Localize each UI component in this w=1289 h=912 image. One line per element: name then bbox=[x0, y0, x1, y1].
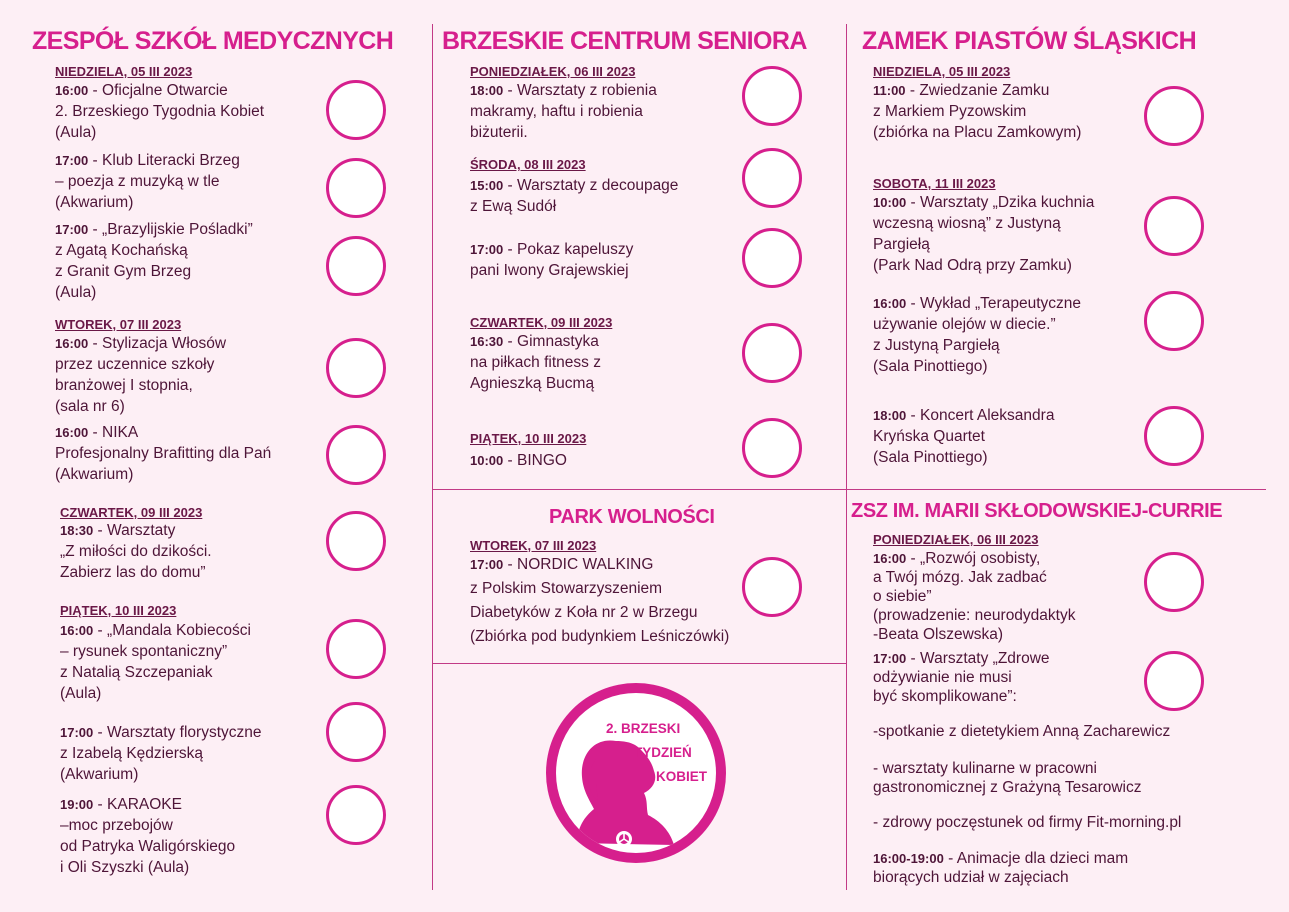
event-entry: 16:00 - Oficjalne Otwarcie 2. Brzeskiego Tygodnia Kobiet (Aula) bbox=[55, 82, 265, 141]
venue-title-brzeskie-centrum-seniora: BRZESKIE CENTRUM SENIORA bbox=[442, 27, 807, 55]
logo-text-line-3: KOBIET bbox=[656, 769, 708, 784]
check-circle bbox=[326, 80, 386, 140]
day-heading: ŚRODA, 08 III 2023 bbox=[470, 157, 586, 172]
check-circle bbox=[326, 619, 386, 679]
event-entry: 19:00 - KARAOKE –moc przebojów od Patryka Waligórskiego i Oli Szyszki (Aula) bbox=[60, 796, 236, 876]
check-circle bbox=[1144, 196, 1204, 256]
day-heading: PONIEDZIAŁEK, 06 III 2023 bbox=[470, 64, 636, 79]
day-heading: PIĄTEK, 10 III 2023 bbox=[60, 603, 177, 618]
event-entry: 16:00-19:00 - Animacje dla dzieci mam biorących udział w zajęciach bbox=[873, 850, 1129, 886]
check-circle bbox=[742, 148, 802, 208]
check-circle bbox=[742, 228, 802, 288]
column-divider-1 bbox=[432, 24, 433, 890]
day-heading: WTOREK, 07 III 2023 bbox=[470, 538, 597, 553]
event-entry: 16:00 - „Rozwój osobisty, a Twój mózg. Jak zadbać o siebie” (prowadzenie: neurodydaktyk -Beata Olszewska) bbox=[873, 550, 1076, 643]
event-entry: 18:00 - Warsztaty z robienia makramy, haftu i robienia biżuterii. bbox=[470, 82, 657, 141]
section-divider-middle bbox=[432, 489, 846, 490]
check-circle bbox=[326, 425, 386, 485]
check-circle bbox=[742, 418, 802, 478]
day-heading: NIEDZIELA, 05 III 2023 bbox=[873, 64, 1011, 79]
event-entry: 16:30 - Gimnastyka na piłkach fitness z Agnieszką Bucmą bbox=[470, 333, 601, 392]
event-entry: 17:00 - Warsztaty „Zdrowe odżywianie nie musi być skomplikowane”: bbox=[873, 650, 1050, 705]
day-heading: NIEDZIELA, 05 III 2023 bbox=[55, 64, 193, 79]
event-logo bbox=[546, 683, 726, 863]
check-circle bbox=[1144, 552, 1204, 612]
logo-text-line-1: 2. BRZESKI bbox=[606, 721, 681, 736]
event-entry: 17:00 - NORDIC WALKING z Polskim Stowarzyszeniem Diabetyków z Koła nr 2 w Brzegu (Zbiórka pod budynkiem Leśniczówki) bbox=[470, 556, 730, 645]
day-heading: SOBOTA, 11 III 2023 bbox=[873, 176, 996, 191]
check-circle bbox=[326, 702, 386, 762]
event-entry: 15:00 - Warsztaty z decoupage z Ewą Sudół bbox=[470, 177, 679, 215]
venue-title-park-wolnosci: PARK WOLNOŚCI bbox=[549, 506, 715, 528]
check-circle bbox=[742, 557, 802, 617]
event-entry: 16:00 - „Mandala Kobiecości – rysunek spontaniczny” z Natalią Szczepaniak (Aula) bbox=[60, 622, 251, 702]
event-entry: 17:00 - Klub Literacki Brzeg – poezja z muzyką w tle (Akwarium) bbox=[55, 152, 240, 211]
venue-title-zespol-szkol-medycznych: ZESPÓŁ SZKÓŁ MEDYCZNYCH bbox=[32, 27, 394, 55]
venue-title-zamek-piastow-slaskich: ZAMEK PIASTÓW ŚLĄSKICH bbox=[862, 27, 1197, 55]
event-entry: 18:00 - Koncert Aleksandra Kryńska Quartet (Sala Pinottiego) bbox=[873, 407, 1055, 466]
check-circle bbox=[326, 785, 386, 845]
venue-title-zsz-marii-sklodowskiej-currie: ZSZ IM. MARII SKŁODOWSKIEJ-CURRIE bbox=[851, 500, 1223, 522]
event-entry: 17:00 - Warsztaty florystyczne z Izabelą Kędzierską (Akwarium) bbox=[60, 724, 262, 783]
check-circle bbox=[326, 511, 386, 571]
section-divider-park bbox=[432, 663, 846, 664]
check-circle bbox=[1144, 86, 1204, 146]
event-entry: 16:00 - NIKA Profesjonalny Brafitting dla Pań (Akwarium) bbox=[55, 424, 272, 483]
day-heading: WTOREK, 07 III 2023 bbox=[55, 317, 182, 332]
event-entry: -spotkanie z dietetykiem Anną Zacharewicz bbox=[873, 723, 1171, 740]
check-circle bbox=[1144, 651, 1204, 711]
check-circle bbox=[326, 236, 386, 296]
day-heading: CZWARTEK, 09 III 2023 bbox=[470, 315, 613, 330]
check-circle bbox=[742, 66, 802, 126]
day-heading: PONIEDZIAŁEK, 06 III 2023 bbox=[873, 532, 1039, 547]
event-entry: 17:00 - Pokaz kapeluszy pani Iwony Grajewskiej bbox=[470, 241, 634, 279]
day-heading: PIĄTEK, 10 III 2023 bbox=[470, 431, 587, 446]
check-circle bbox=[326, 158, 386, 218]
event-entry: 10:00 - BINGO bbox=[470, 452, 567, 469]
logo-text-line-2: TYDZIEŃ bbox=[634, 745, 692, 760]
event-entry: 17:00 - „Brazylijskie Pośladki” z Agatą Kochańską z Granit Gym Brzeg (Aula) bbox=[55, 221, 253, 301]
check-circle bbox=[326, 338, 386, 398]
day-heading: CZWARTEK, 09 III 2023 bbox=[60, 505, 203, 520]
event-entry: 16:00 - Stylizacja Włosów przez uczennice szkoły branżowej I stopnia, (sala nr 6) bbox=[55, 335, 227, 415]
event-entry: 18:30 - Warsztaty „Z miłości do dzikości. Zabierz las do domu” bbox=[60, 522, 212, 581]
section-divider-right bbox=[846, 489, 1266, 490]
check-circle bbox=[1144, 406, 1204, 466]
column-divider-2 bbox=[846, 24, 847, 890]
event-entry: 11:00 - Zwiedzanie Zamku z Markiem Pyzowskim (zbiórka na Placu Zamkowym) bbox=[873, 82, 1082, 141]
check-circle bbox=[1144, 291, 1204, 351]
event-entry: - zdrowy poczęstunek od firmy Fit-morning.pl bbox=[873, 814, 1182, 831]
event-entry: 10:00 - Warsztaty „Dzika kuchnia wczesną wiosną” z Justyną Pargiełą (Park Nad Odrą przy Zamku) bbox=[873, 194, 1095, 274]
event-entry: 16:00 - Wykład „Terapeutyczne używanie olejów w diecie.” z Justyną Pargiełą (Sala Pinottiego) bbox=[873, 295, 1081, 375]
event-entry: - warsztaty kulinarne w pracowni gastronomicznej z Grażyną Tesarowicz bbox=[873, 760, 1142, 796]
check-circle bbox=[742, 323, 802, 383]
